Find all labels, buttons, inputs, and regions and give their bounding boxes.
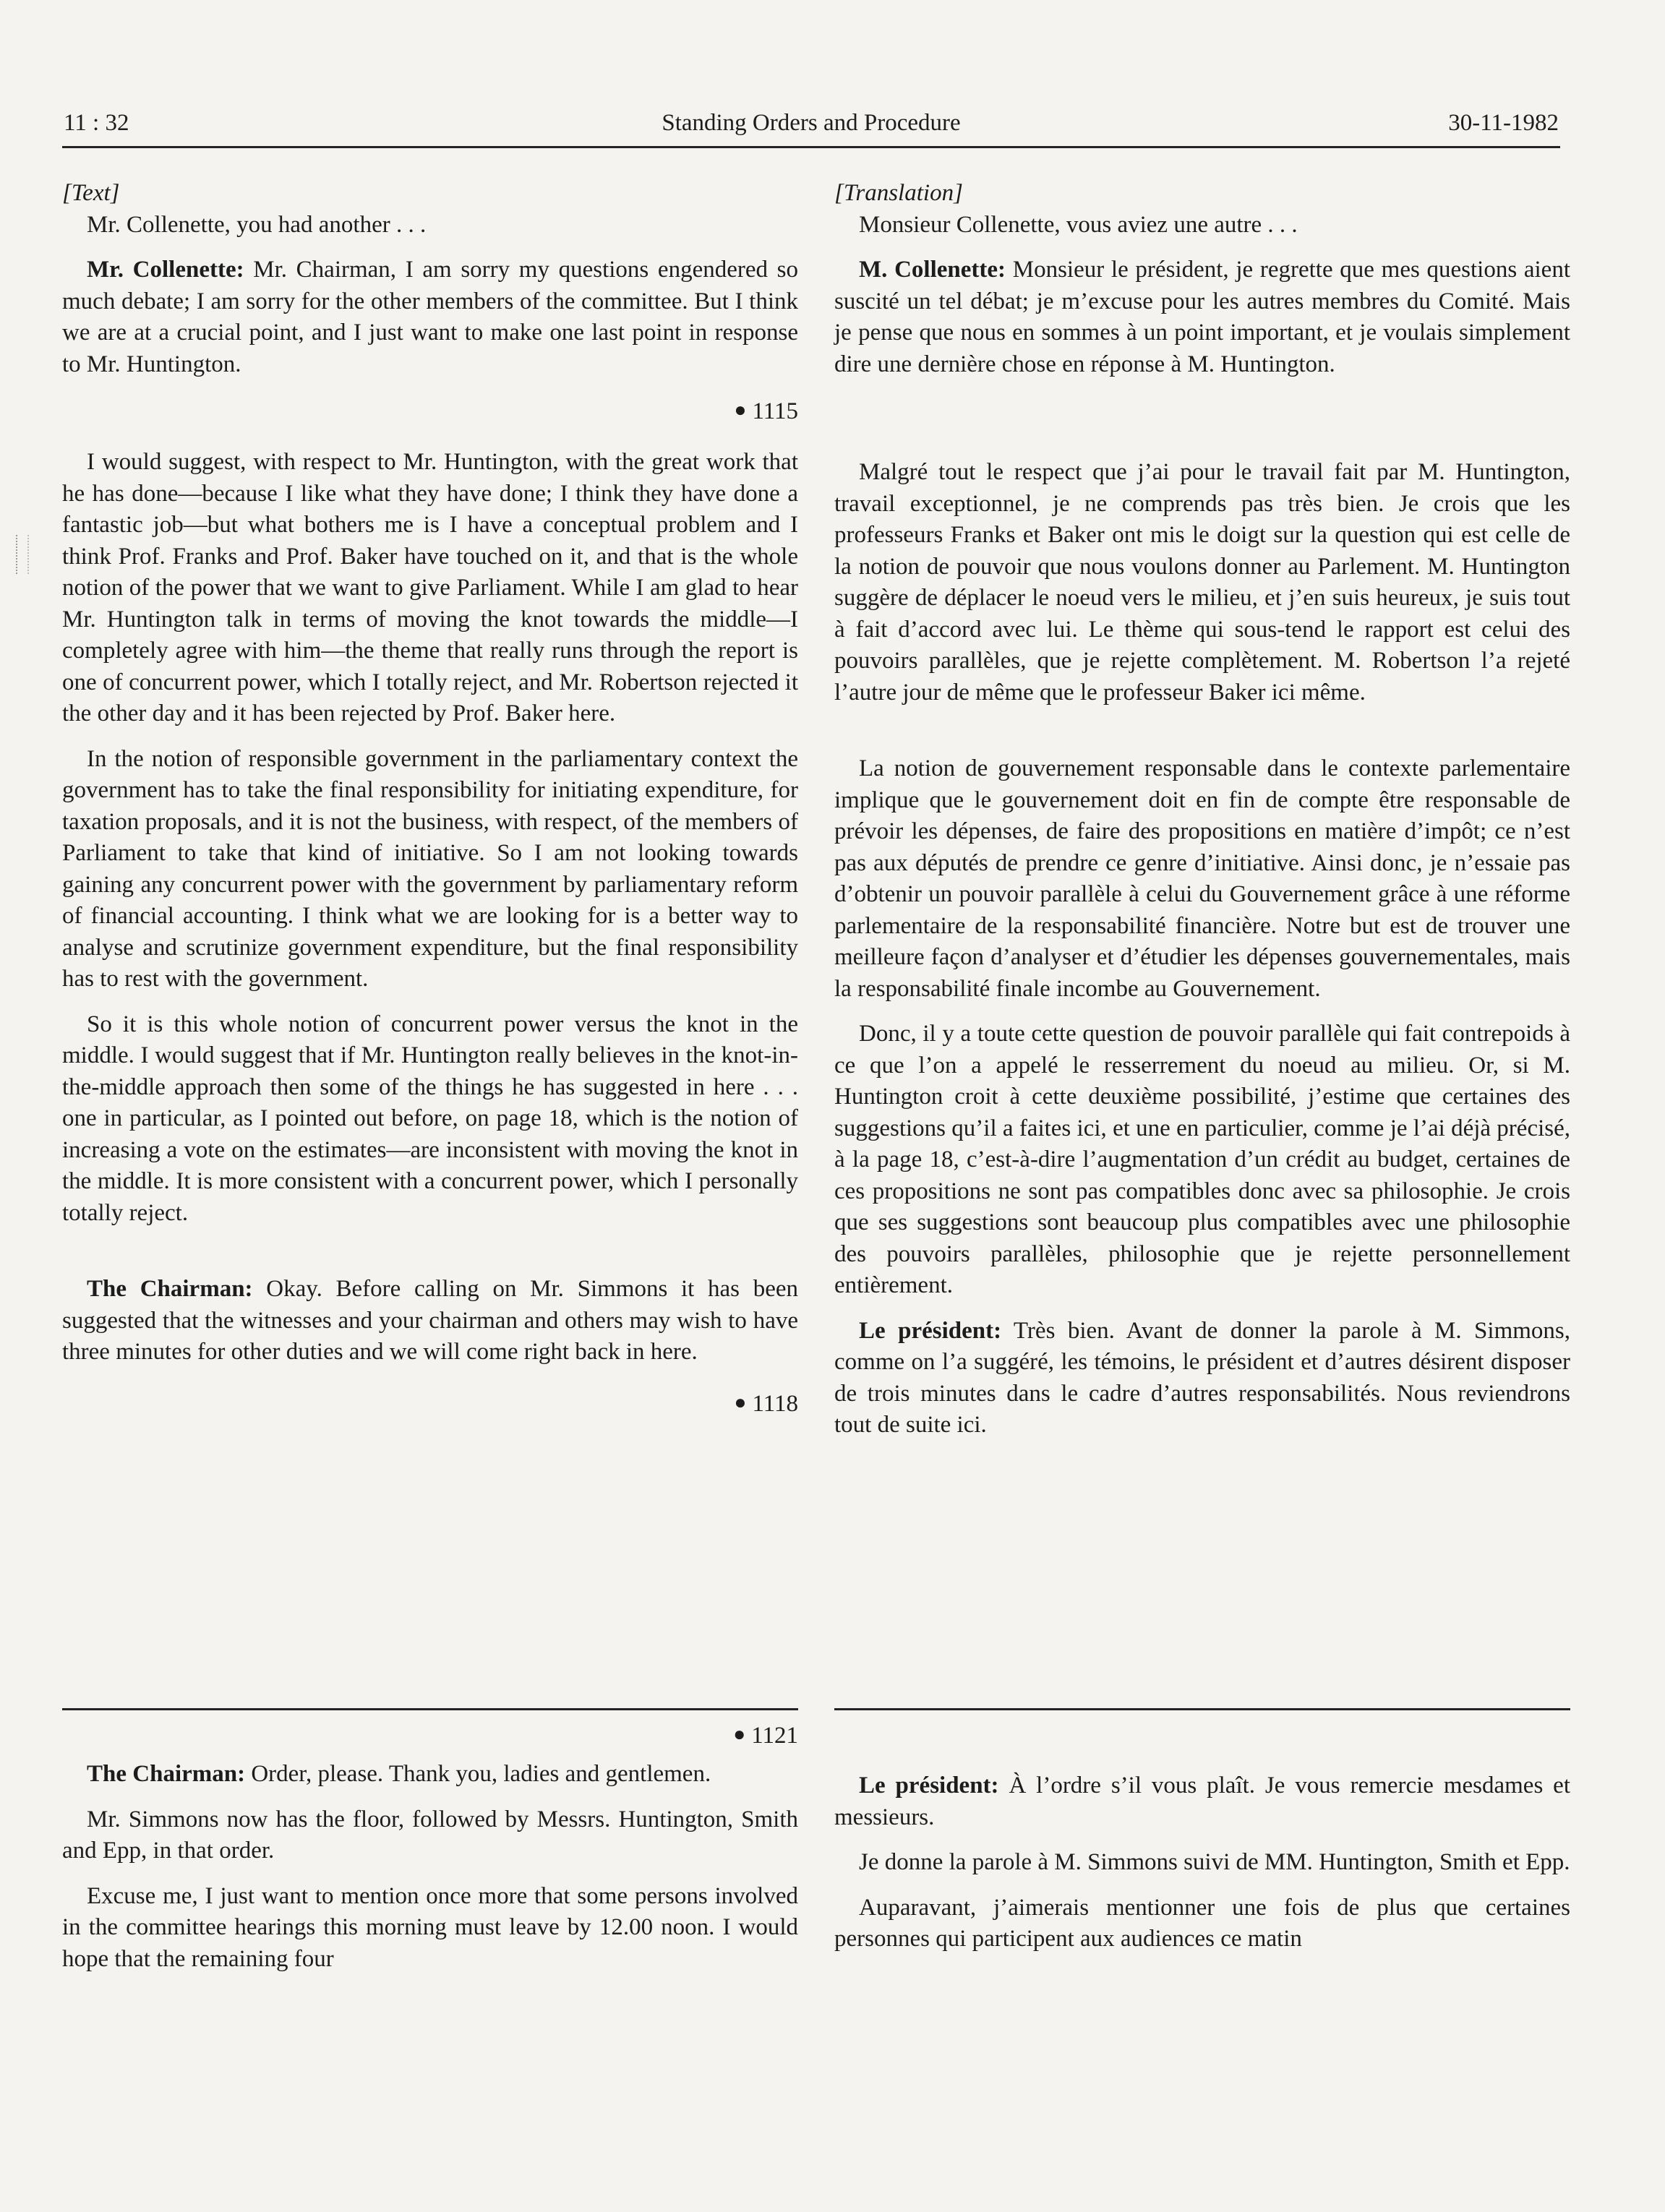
paragraph-concurrent-power: So it is this whole notion of concurrent power versus the knot in the middle. I would suggest that if Mr. Huntington really believes in the knot-in-the-middle approach then some of the things he has suggested in here . . . one in particular, as I pointed out before, on page 18, which is the notion of increasing a vote on the estimates—are inconsistent with moving the knot in the middle. It is more consistent with a concurrent power, which I personally totally reject. <box>62 1011 798 1226</box>
time-marker-1118: ● 1118 <box>734 1390 798 1417</box>
paragraph-suggest: I would suggest, with respect to Mr. Huntington, with the great work that he has done—because I like what they have done; I think they have done a fantastic job—but what bothers me is I have a conceptual problem and I think Prof. Franks and Prof. Baker have touched on it, and that is the whole notion of the power that we want to give Parliament. While I am glad to hear Mr. Huntington talk in terms of moving the knot towards the middle—I completely agree with him—the theme that really runs through the report is one of concurrent power, which I totally reject, and Mr. Robertson rejected it the other day and it has been rejected by Prof. Baker here. <box>62 449 798 726</box>
english-column-resumed <box>62 1719 798 1975</box>
page-header <box>62 108 1560 148</box>
paragraph-collenette-fr: M. Collenette: Monsieur le président, je regrette que mes questions aient suscité un tel débat; je m’excuse pour les autres membres du Comité. Mais je pense que nous en sommes à un point important, et je voulais simplement dire une dernière chose en réponse à M. Huntington. <box>834 257 1570 377</box>
paragraph-intro: Mr. Collenette, you had another . . . <box>87 211 427 238</box>
speaker-name: Mr. Collenette: <box>87 257 244 283</box>
paragraph-notion-fr: La notion de gouvernement responsable dans le contexte parlementaire implique que le gouvernement doit en fin de compte être responsable de prévoir les dépenses, de faire des propositions en matière d’impôt; ce n’est pas aux députés de prendre ce genre d’initiative. Ainsi donc, je n’essaie pas d’obtenir un pouvoir parallèle à celui du Gouvernement grâce à une réforme parlementaire de la responsabilité financière. Notre but est de trouver une meilleure façon d’analyser et d’étudier les dépenses gouvernementales, mais la responsabilité finale incombe au Gouvernement. <box>834 755 1570 1002</box>
speaker-name: Le président: <box>859 1317 1002 1344</box>
speaker-name: The Chairman: <box>87 1276 253 1302</box>
paragraph-collenette: Mr. Collenette: Mr. Chairman, I am sorry my questions engendered so much debate; I am sorry for the other members of the committee. But I think we are at a crucial point, and I just want to make one last point in response to Mr. Huntington. <box>62 257 798 377</box>
paragraph-malgre: Malgré tout le respect que j’ai pour le travail fait par M. Huntington, travail exceptionnel, je ne comprends pas très bien. Je crois que les professeurs Franks et Baker ont mis le doigt sur la question qui est celle de la notion de pouvoir que nous voulons donner au Parlement. M. Huntington suggère de déplacer le noeud vers le milieu, et j’en suis heureux, je suis tout à fait d’accord avec lui. Le thème qui sous-tend le rapport est celui des pouvoirs parallèles, que je rejette complètement. M. Robertson l’a rejeté l’autre jour de même que le professeur Baker ici même. <box>834 459 1570 706</box>
page-number: 11 : 32 <box>64 110 129 136</box>
paragraph-president-order: Le président: À l’ordre s’il vous plaît. Je vous remercie mesdames et messieurs. <box>834 1772 1570 1830</box>
english-column <box>62 178 798 1418</box>
translation-tag: [Translation] <box>834 180 963 206</box>
paragraph-chairman-break: The Chairman: Okay. Before calling on Mr. Simmons it has been suggested that the witnesses and your chairman and others may wish to have three minutes for other duties and we will come right back in here. <box>62 1276 799 1365</box>
speaker-name: M. Collenette: <box>859 257 1006 283</box>
speaker-name: Le président: <box>859 1772 999 1799</box>
paragraph-president-break: Le président: Très bien. Avant de donner la parole à M. Simmons, comme on l’a suggéré, les témoins, le président et d’autres désirent disposer de trois minutes dans le cadre d’autres responsabilités. Nous reviendrons tout de suite ici. <box>834 1317 1571 1438</box>
section-divider <box>834 1708 1570 1710</box>
paragraph-excuse: Excuse me, I just want to mention once more that some persons involved in the committee hearings this morning must leave by 12.00 noon. I would hope that the remaining four <box>62 1882 798 1972</box>
french-column-resumed <box>834 1719 1570 1955</box>
paragraph-chairman-order: The Chairman: Order, please. Thank you, ladies and gentlemen. <box>87 1761 711 1787</box>
paragraph-floor: Mr. Simmons now has the floor, followed by Messrs. Huntington, Smith and Epp, in that order. <box>62 1806 798 1864</box>
paragraph-auparavant: Auparavant, j’aimerais mentionner une fois de plus que certaines personnes qui participent aux audiences ce matin <box>834 1894 1570 1952</box>
text-tag: [Text] <box>62 180 120 206</box>
french-column <box>834 178 1570 1441</box>
time-marker-1121: ● 1121 <box>733 1723 798 1749</box>
section-divider <box>62 1708 798 1710</box>
page-date: 30-11-1982 <box>1448 110 1559 136</box>
paragraph-intro-fr: Monsieur Collenette, vous aviez une autre . . . <box>859 211 1298 238</box>
paragraph-responsible-government: In the notion of responsible government in the parliamentary context the government has to take the final responsibility for initiating expenditure, for taxation proposals, and it is not the business, with respect, of the members of Parliament to take that kind of initiative. So I am not looking towards gaining any concurrent power with the government by parliamentary reform of financial accounting. I think what we are looking for is a better way to analyse and scrutinize government expenditure, but the final responsibility has to rest with the government. <box>62 745 798 992</box>
time-marker-1115: ● 1115 <box>734 398 798 424</box>
paragraph-donc: Donc, il y a toute cette question de pouvoir parallèle qui fait contrepoids à ce que l’on a appelé le resserrement du noeud au milieu. Or, si M. Huntington croit à cette deuxième possibilité, j’estime que certaines des suggestions qu’il a faites ici, et une en particulier, comme je l’ai déjà précisé, à la page 18, c’est-à-dire l’augmentation d’un crédit au budget, certaines de ces propositions ne sont pas compatibles donc avec sa philosophie. Je crois que ses suggestions sont beaucoup plus compatibles avec une philosophie des pouvoirs parallèles, philosophie que je rejette personnellement entièrement. <box>834 1021 1570 1298</box>
speaker-name: The Chairman: <box>87 1761 246 1787</box>
running-title: Standing Orders and Procedure <box>662 110 961 136</box>
paragraph-parole: Je donne la parole à M. Simmons suivi de MM. Huntington, Smith et Epp. <box>859 1849 1570 1875</box>
margin-scan-mark <box>16 535 29 574</box>
